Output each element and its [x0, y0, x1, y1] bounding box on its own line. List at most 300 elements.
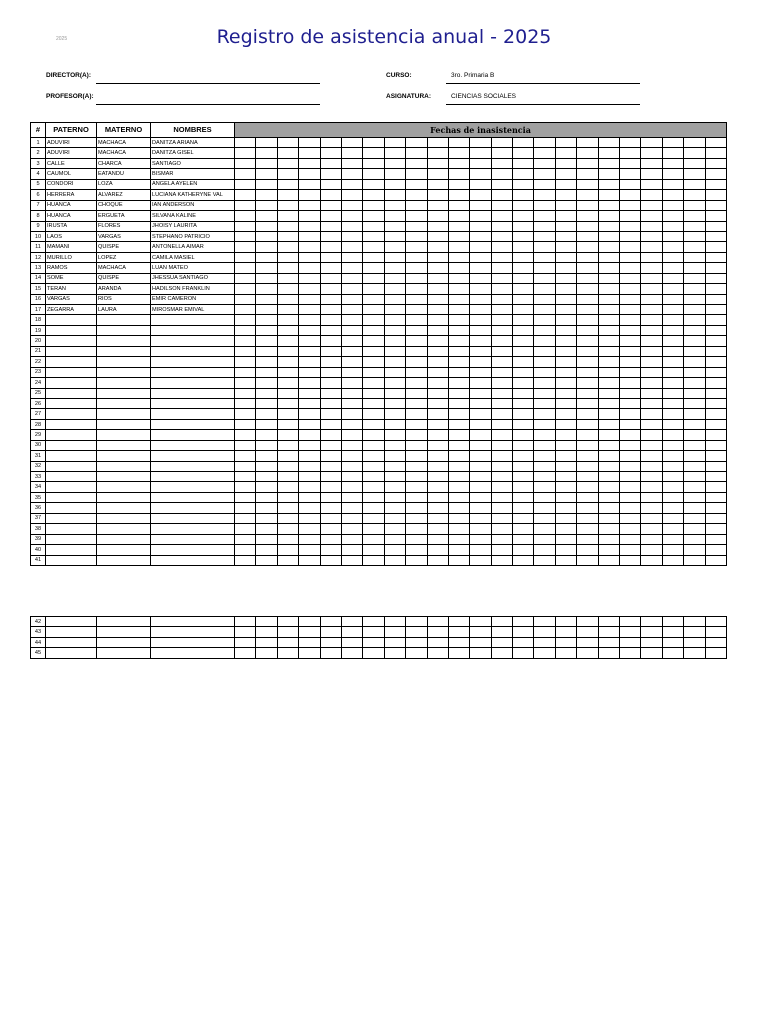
attendance-cell[interactable]: [470, 284, 491, 294]
attendance-cell[interactable]: [641, 378, 662, 388]
attendance-cell[interactable]: [384, 138, 405, 148]
attendance-cell[interactable]: [363, 252, 384, 262]
attendance-cell[interactable]: [641, 315, 662, 325]
attendance-cell[interactable]: [256, 430, 277, 440]
attendance-cell[interactable]: [513, 263, 534, 273]
attendance-cell[interactable]: [662, 169, 683, 179]
attendance-cell[interactable]: [448, 440, 469, 450]
attendance-cell[interactable]: [277, 179, 298, 189]
attendance-cell[interactable]: [448, 231, 469, 241]
attendance-cell[interactable]: [406, 398, 427, 408]
attendance-cell[interactable]: [491, 524, 512, 534]
attendance-cell[interactable]: [384, 284, 405, 294]
attendance-cell[interactable]: [363, 242, 384, 252]
attendance-cell[interactable]: [598, 545, 619, 555]
attendance-cell[interactable]: [470, 325, 491, 335]
attendance-cell[interactable]: [534, 367, 555, 377]
attendance-cell[interactable]: [705, 336, 726, 346]
attendance-cell[interactable]: [705, 492, 726, 502]
attendance-cell[interactable]: [534, 273, 555, 283]
attendance-cell[interactable]: [598, 357, 619, 367]
attendance-cell[interactable]: [577, 231, 598, 241]
attendance-cell[interactable]: [235, 305, 256, 315]
attendance-cell[interactable]: [299, 451, 320, 461]
attendance-cell[interactable]: [384, 325, 405, 335]
attendance-cell[interactable]: [513, 242, 534, 252]
attendance-cell[interactable]: [256, 472, 277, 482]
attendance-cell[interactable]: [470, 534, 491, 544]
attendance-cell[interactable]: [470, 524, 491, 534]
attendance-cell[interactable]: [513, 555, 534, 565]
attendance-cell[interactable]: [470, 221, 491, 231]
attendance-cell[interactable]: [256, 524, 277, 534]
attendance-cell[interactable]: [320, 472, 341, 482]
attendance-cell[interactable]: [235, 367, 256, 377]
attendance-cell[interactable]: [235, 211, 256, 221]
attendance-cell[interactable]: [235, 357, 256, 367]
attendance-cell[interactable]: [555, 545, 576, 555]
attendance-cell[interactable]: [448, 648, 469, 658]
attendance-cell[interactable]: [363, 534, 384, 544]
attendance-cell[interactable]: [684, 440, 705, 450]
attendance-cell[interactable]: [320, 409, 341, 419]
attendance-cell[interactable]: [320, 627, 341, 637]
attendance-cell[interactable]: [684, 367, 705, 377]
attendance-cell[interactable]: [341, 294, 362, 304]
attendance-cell[interactable]: [684, 492, 705, 502]
attendance-cell[interactable]: [641, 169, 662, 179]
attendance-cell[interactable]: [705, 388, 726, 398]
attendance-cell[interactable]: [555, 211, 576, 221]
attendance-cell[interactable]: [341, 169, 362, 179]
attendance-cell[interactable]: [620, 357, 641, 367]
attendance-cell[interactable]: [513, 524, 534, 534]
attendance-cell[interactable]: [427, 200, 448, 210]
attendance-cell[interactable]: [684, 200, 705, 210]
attendance-cell[interactable]: [684, 451, 705, 461]
attendance-cell[interactable]: [620, 138, 641, 148]
attendance-cell[interactable]: [620, 252, 641, 262]
attendance-cell[interactable]: [427, 367, 448, 377]
attendance-cell[interactable]: [427, 138, 448, 148]
attendance-cell[interactable]: [491, 627, 512, 637]
attendance-cell[interactable]: [406, 211, 427, 221]
attendance-cell[interactable]: [684, 273, 705, 283]
attendance-cell[interactable]: [577, 472, 598, 482]
attendance-cell[interactable]: [555, 336, 576, 346]
attendance-cell[interactable]: [705, 179, 726, 189]
attendance-cell[interactable]: [320, 367, 341, 377]
attendance-cell[interactable]: [491, 451, 512, 461]
attendance-cell[interactable]: [577, 148, 598, 158]
attendance-cell[interactable]: [320, 398, 341, 408]
attendance-cell[interactable]: [341, 325, 362, 335]
attendance-cell[interactable]: [662, 440, 683, 450]
attendance-cell[interactable]: [620, 388, 641, 398]
attendance-cell[interactable]: [448, 252, 469, 262]
attendance-cell[interactable]: [577, 503, 598, 513]
attendance-cell[interactable]: [662, 263, 683, 273]
attendance-cell[interactable]: [470, 273, 491, 283]
attendance-cell[interactable]: [620, 451, 641, 461]
attendance-cell[interactable]: [363, 648, 384, 658]
attendance-cell[interactable]: [641, 492, 662, 502]
attendance-cell[interactable]: [256, 451, 277, 461]
attendance-cell[interactable]: [341, 482, 362, 492]
attendance-cell[interactable]: [277, 388, 298, 398]
attendance-cell[interactable]: [427, 388, 448, 398]
attendance-cell[interactable]: [491, 545, 512, 555]
attendance-cell[interactable]: [577, 534, 598, 544]
attendance-cell[interactable]: [513, 200, 534, 210]
attendance-cell[interactable]: [384, 545, 405, 555]
attendance-cell[interactable]: [320, 158, 341, 168]
attendance-cell[interactable]: [513, 305, 534, 315]
attendance-cell[interactable]: [684, 398, 705, 408]
attendance-cell[interactable]: [427, 482, 448, 492]
attendance-cell[interactable]: [555, 524, 576, 534]
attendance-cell[interactable]: [577, 398, 598, 408]
attendance-cell[interactable]: [491, 346, 512, 356]
attendance-cell[interactable]: [299, 617, 320, 627]
attendance-cell[interactable]: [299, 190, 320, 200]
attendance-cell[interactable]: [448, 627, 469, 637]
attendance-cell[interactable]: [598, 648, 619, 658]
attendance-cell[interactable]: [448, 179, 469, 189]
attendance-cell[interactable]: [448, 524, 469, 534]
attendance-cell[interactable]: [384, 252, 405, 262]
attendance-cell[interactable]: [448, 169, 469, 179]
attendance-cell[interactable]: [641, 346, 662, 356]
attendance-cell[interactable]: [341, 617, 362, 627]
attendance-cell[interactable]: [341, 648, 362, 658]
attendance-cell[interactable]: [363, 430, 384, 440]
attendance-cell[interactable]: [491, 440, 512, 450]
attendance-cell[interactable]: [641, 305, 662, 315]
attendance-cell[interactable]: [705, 315, 726, 325]
attendance-cell[interactable]: [235, 534, 256, 544]
attendance-cell[interactable]: [470, 503, 491, 513]
attendance-cell[interactable]: [341, 627, 362, 637]
attendance-cell[interactable]: [598, 200, 619, 210]
attendance-cell[interactable]: [235, 419, 256, 429]
attendance-cell[interactable]: [684, 325, 705, 335]
attendance-cell[interactable]: [277, 200, 298, 210]
attendance-cell[interactable]: [641, 252, 662, 262]
attendance-cell[interactable]: [448, 211, 469, 221]
attendance-cell[interactable]: [641, 273, 662, 283]
attendance-cell[interactable]: [235, 503, 256, 513]
attendance-cell[interactable]: [384, 617, 405, 627]
attendance-cell[interactable]: [470, 451, 491, 461]
attendance-cell[interactable]: [513, 398, 534, 408]
attendance-cell[interactable]: [235, 294, 256, 304]
attendance-cell[interactable]: [705, 482, 726, 492]
attendance-cell[interactable]: [363, 138, 384, 148]
attendance-cell[interactable]: [341, 461, 362, 471]
attendance-cell[interactable]: [534, 325, 555, 335]
attendance-cell[interactable]: [235, 648, 256, 658]
attendance-cell[interactable]: [705, 555, 726, 565]
attendance-cell[interactable]: [620, 472, 641, 482]
attendance-cell[interactable]: [534, 648, 555, 658]
attendance-cell[interactable]: [513, 211, 534, 221]
attendance-cell[interactable]: [555, 398, 576, 408]
attendance-cell[interactable]: [577, 200, 598, 210]
attendance-cell[interactable]: [662, 221, 683, 231]
attendance-cell[interactable]: [341, 357, 362, 367]
attendance-cell[interactable]: [684, 305, 705, 315]
attendance-cell[interactable]: [620, 648, 641, 658]
attendance-cell[interactable]: [299, 138, 320, 148]
attendance-cell[interactable]: [235, 158, 256, 168]
attendance-cell[interactable]: [577, 190, 598, 200]
attendance-cell[interactable]: [384, 346, 405, 356]
attendance-cell[interactable]: [641, 472, 662, 482]
attendance-cell[interactable]: [427, 648, 448, 658]
attendance-cell[interactable]: [470, 252, 491, 262]
attendance-cell[interactable]: [299, 200, 320, 210]
attendance-cell[interactable]: [363, 388, 384, 398]
attendance-cell[interactable]: [235, 637, 256, 647]
attendance-cell[interactable]: [256, 346, 277, 356]
attendance-cell[interactable]: [299, 419, 320, 429]
attendance-cell[interactable]: [620, 617, 641, 627]
attendance-cell[interactable]: [320, 190, 341, 200]
attendance-cell[interactable]: [491, 325, 512, 335]
attendance-cell[interactable]: [406, 315, 427, 325]
attendance-cell[interactable]: [662, 325, 683, 335]
attendance-cell[interactable]: [235, 430, 256, 440]
attendance-cell[interactable]: [641, 513, 662, 523]
attendance-cell[interactable]: [470, 169, 491, 179]
attendance-cell[interactable]: [427, 627, 448, 637]
attendance-cell[interactable]: [299, 378, 320, 388]
attendance-cell[interactable]: [235, 409, 256, 419]
attendance-cell[interactable]: [470, 357, 491, 367]
attendance-cell[interactable]: [341, 367, 362, 377]
attendance-cell[interactable]: [235, 440, 256, 450]
attendance-cell[interactable]: [641, 451, 662, 461]
attendance-cell[interactable]: [684, 461, 705, 471]
attendance-cell[interactable]: [299, 169, 320, 179]
attendance-cell[interactable]: [448, 388, 469, 398]
attendance-cell[interactable]: [256, 231, 277, 241]
attendance-cell[interactable]: [598, 305, 619, 315]
attendance-cell[interactable]: [256, 221, 277, 231]
attendance-cell[interactable]: [341, 200, 362, 210]
attendance-cell[interactable]: [662, 461, 683, 471]
attendance-cell[interactable]: [577, 367, 598, 377]
attendance-cell[interactable]: [384, 294, 405, 304]
attendance-cell[interactable]: [384, 242, 405, 252]
attendance-cell[interactable]: [684, 617, 705, 627]
attendance-cell[interactable]: [598, 637, 619, 647]
attendance-cell[interactable]: [448, 200, 469, 210]
attendance-cell[interactable]: [384, 200, 405, 210]
attendance-cell[interactable]: [555, 158, 576, 168]
attendance-cell[interactable]: [256, 555, 277, 565]
attendance-cell[interactable]: [427, 378, 448, 388]
attendance-cell[interactable]: [256, 138, 277, 148]
attendance-cell[interactable]: [299, 263, 320, 273]
attendance-cell[interactable]: [427, 545, 448, 555]
attendance-cell[interactable]: [277, 627, 298, 637]
attendance-cell[interactable]: [320, 503, 341, 513]
attendance-cell[interactable]: [277, 231, 298, 241]
attendance-cell[interactable]: [705, 503, 726, 513]
attendance-cell[interactable]: [341, 138, 362, 148]
attendance-cell[interactable]: [620, 482, 641, 492]
attendance-cell[interactable]: [448, 451, 469, 461]
attendance-cell[interactable]: [662, 409, 683, 419]
attendance-cell[interactable]: [705, 398, 726, 408]
attendance-cell[interactable]: [427, 524, 448, 534]
attendance-cell[interactable]: [491, 617, 512, 627]
attendance-cell[interactable]: [427, 169, 448, 179]
attendance-cell[interactable]: [577, 357, 598, 367]
attendance-cell[interactable]: [384, 263, 405, 273]
attendance-cell[interactable]: [341, 315, 362, 325]
attendance-cell[interactable]: [363, 221, 384, 231]
attendance-cell[interactable]: [641, 637, 662, 647]
attendance-cell[interactable]: [577, 545, 598, 555]
attendance-cell[interactable]: [277, 430, 298, 440]
attendance-cell[interactable]: [448, 357, 469, 367]
attendance-cell[interactable]: [406, 378, 427, 388]
attendance-cell[interactable]: [662, 637, 683, 647]
attendance-cell[interactable]: [470, 179, 491, 189]
attendance-cell[interactable]: [705, 190, 726, 200]
attendance-cell[interactable]: [534, 138, 555, 148]
attendance-cell[interactable]: [406, 357, 427, 367]
attendance-cell[interactable]: [620, 315, 641, 325]
attendance-cell[interactable]: [406, 388, 427, 398]
attendance-cell[interactable]: [299, 294, 320, 304]
attendance-cell[interactable]: [555, 451, 576, 461]
attendance-cell[interactable]: [684, 419, 705, 429]
attendance-cell[interactable]: [513, 284, 534, 294]
attendance-cell[interactable]: [641, 148, 662, 158]
attendance-cell[interactable]: [384, 190, 405, 200]
attendance-cell[interactable]: [299, 315, 320, 325]
attendance-cell[interactable]: [320, 346, 341, 356]
attendance-cell[interactable]: [555, 357, 576, 367]
attendance-cell[interactable]: [555, 169, 576, 179]
attendance-cell[interactable]: [534, 357, 555, 367]
attendance-cell[interactable]: [491, 200, 512, 210]
attendance-cell[interactable]: [363, 503, 384, 513]
attendance-cell[interactable]: [406, 231, 427, 241]
attendance-cell[interactable]: [620, 346, 641, 356]
attendance-cell[interactable]: [427, 336, 448, 346]
attendance-cell[interactable]: [299, 534, 320, 544]
attendance-cell[interactable]: [577, 179, 598, 189]
attendance-cell[interactable]: [684, 409, 705, 419]
attendance-cell[interactable]: [448, 190, 469, 200]
attendance-cell[interactable]: [555, 315, 576, 325]
attendance-cell[interactable]: [277, 169, 298, 179]
attendance-cell[interactable]: [684, 242, 705, 252]
attendance-cell[interactable]: [598, 555, 619, 565]
attendance-cell[interactable]: [684, 388, 705, 398]
attendance-cell[interactable]: [491, 169, 512, 179]
attendance-cell[interactable]: [684, 545, 705, 555]
attendance-cell[interactable]: [448, 242, 469, 252]
attendance-cell[interactable]: [641, 179, 662, 189]
attendance-cell[interactable]: [406, 242, 427, 252]
attendance-cell[interactable]: [320, 294, 341, 304]
attendance-cell[interactable]: [341, 148, 362, 158]
attendance-cell[interactable]: [534, 513, 555, 523]
attendance-cell[interactable]: [256, 440, 277, 450]
attendance-cell[interactable]: [406, 179, 427, 189]
attendance-cell[interactable]: [705, 357, 726, 367]
attendance-cell[interactable]: [320, 545, 341, 555]
attendance-cell[interactable]: [320, 430, 341, 440]
attendance-cell[interactable]: [555, 419, 576, 429]
attendance-cell[interactable]: [491, 398, 512, 408]
attendance-cell[interactable]: [555, 200, 576, 210]
attendance-cell[interactable]: [256, 148, 277, 158]
attendance-cell[interactable]: [384, 637, 405, 647]
attendance-cell[interactable]: [705, 221, 726, 231]
attendance-cell[interactable]: [320, 388, 341, 398]
attendance-cell[interactable]: [406, 158, 427, 168]
attendance-cell[interactable]: [598, 419, 619, 429]
attendance-cell[interactable]: [363, 315, 384, 325]
attendance-cell[interactable]: [406, 482, 427, 492]
attendance-cell[interactable]: [341, 492, 362, 502]
attendance-cell[interactable]: [684, 190, 705, 200]
attendance-cell[interactable]: [684, 158, 705, 168]
attendance-cell[interactable]: [684, 534, 705, 544]
attendance-cell[interactable]: [320, 252, 341, 262]
attendance-cell[interactable]: [555, 138, 576, 148]
attendance-cell[interactable]: [534, 534, 555, 544]
attendance-cell[interactable]: [620, 190, 641, 200]
attendance-cell[interactable]: [384, 482, 405, 492]
attendance-cell[interactable]: [363, 231, 384, 241]
attendance-cell[interactable]: [620, 637, 641, 647]
attendance-cell[interactable]: [620, 169, 641, 179]
attendance-cell[interactable]: [491, 378, 512, 388]
attendance-cell[interactable]: [705, 627, 726, 637]
attendance-cell[interactable]: [235, 315, 256, 325]
attendance-cell[interactable]: [598, 273, 619, 283]
attendance-cell[interactable]: [555, 252, 576, 262]
attendance-cell[interactable]: [620, 419, 641, 429]
attendance-cell[interactable]: [705, 440, 726, 450]
attendance-cell[interactable]: [470, 200, 491, 210]
attendance-cell[interactable]: [641, 284, 662, 294]
attendance-cell[interactable]: [277, 148, 298, 158]
attendance-cell[interactable]: [256, 357, 277, 367]
attendance-cell[interactable]: [406, 430, 427, 440]
attendance-cell[interactable]: [299, 252, 320, 262]
attendance-cell[interactable]: [662, 648, 683, 658]
attendance-cell[interactable]: [470, 409, 491, 419]
attendance-cell[interactable]: [363, 367, 384, 377]
attendance-cell[interactable]: [448, 398, 469, 408]
attendance-cell[interactable]: [598, 524, 619, 534]
attendance-cell[interactable]: [363, 545, 384, 555]
attendance-cell[interactable]: [620, 158, 641, 168]
attendance-cell[interactable]: [256, 169, 277, 179]
attendance-cell[interactable]: [320, 305, 341, 315]
attendance-cell[interactable]: [470, 158, 491, 168]
attendance-cell[interactable]: [448, 273, 469, 283]
